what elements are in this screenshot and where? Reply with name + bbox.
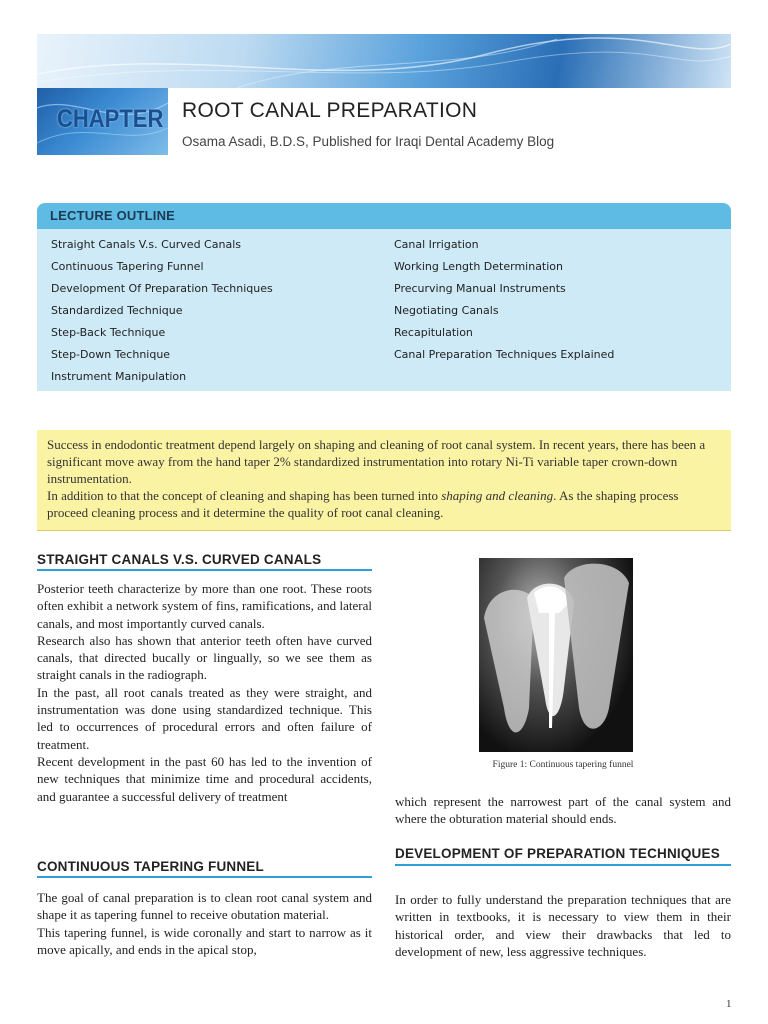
section-body-tapering-continued [395,793,731,828]
outline-item: Step-Back Technique [51,326,166,339]
section-body-straight-vs-curved [37,580,372,805]
outline-item: Straight Canals V.s. Curved Canals [51,238,241,251]
page-title: ROOT CANAL PREPARATION [182,99,478,122]
intro-text: In addition to that the concept of cleaning and shaping has been turned into [47,488,442,503]
body-paragraph: This tapering funnel, is wide coronally and start to narrow as it move apically, and ends in the apical stop, [37,924,372,957]
body-paragraph: In the past, all root canals treated as they were straight, and instrumentation was done using standardized technique. This led to occurrences of procedural errors and often failure of treatment. [37,684,372,752]
section-heading-development-techniques: DEVELOPMENT OF PREPARATION TECHNIQUES [395,845,731,866]
outline-item: Instrument Manipulation [51,370,187,383]
intro-text: . As the shaping process proceed cleaning process and it determine the quality of root canal cleaning. [47,488,679,520]
body-paragraph: which represent the narrowest part of the canal system and where the obturation material should ends. [395,794,731,827]
radiograph-image [479,558,633,752]
chapter-badge [37,88,168,155]
outline-item: Canal Irrigation [394,238,479,251]
outline-left-list [51,237,273,391]
section-body-development-techniques [395,891,731,960]
lecture-outline [37,203,731,391]
chapter-label: CHAPTER [57,104,164,133]
tooth-radiograph-graphic [479,558,633,752]
intro-paragraph: Success in endodontic treatment depend largely on shaping and cleaning of root canal system. In recent years, there has been a significant move away from the hand taper 2% standardized instrumentation into rotary Ni-Ti variable taper crown-down instrumentation. [47,437,706,486]
header-banner [37,34,731,88]
banner-wave-graphic [37,34,731,88]
outline-item: Step-Down Technique [51,348,171,361]
figure-caption: Figure 1: Continuous tapering funnel [492,760,634,770]
outline-item: Negotiating Canals [394,304,499,317]
outline-item: Working Length Determination [394,260,564,273]
intro-emphasis: shaping and cleaning [441,488,554,503]
outline-item: Development Of Preparation Techniques [51,282,273,295]
body-paragraph: Research also has shown that anterior teeth often have curved canals, that directed bucally or lingually, so we see them as straight canals in the radiograph. [37,632,372,683]
body-paragraph: The goal of canal preparation is to clean root canal system and shape it as tapering funnel to receive obutation material. [37,890,372,923]
body-paragraph: Recent development in the past 60 has led to the invention of new techniques that minimize time and procedural accidents, and guarantee a successful delivery of treatment [37,753,372,804]
outline-heading: LECTURE OUTLINE [50,208,176,223]
body-paragraph: In order to fully understand the preparation techniques that are written in textbooks, it is necessary to view them in their historical order, and view their drawbacks that led to development of new, less aggressive techniques. [395,892,731,959]
outline-right-list [394,237,614,369]
page-subtitle: Osama Asadi, B.D.S, Published for Iraqi Dental Academy Blog [182,134,555,149]
outline-item: Continuous Tapering Funnel [51,260,204,273]
intro-paragraph [47,487,721,521]
section-heading-straight-vs-curved: STRAIGHT CANALS V.S. CURVED CANALS [37,552,372,571]
outline-header [37,203,731,229]
body-paragraph: Posterior teeth characterize by more than one root. These roots often exhibit a network system of fins, ramifications, and lateral canals, and most importantly curved canals. [37,581,372,631]
section-heading-tapering-funnel: CONTINUOUS TAPERING FUNNEL [37,859,372,878]
outline-item: Precurving Manual Instruments [394,282,566,295]
outline-item: Standardized Technique [51,304,183,317]
page-number: 1 [726,998,732,1010]
outline-item: Canal Preparation Techniques Explained [394,348,615,361]
section-body-tapering-funnel [37,889,372,958]
intro-box [37,430,731,531]
outline-item: Recapitulation [394,326,473,339]
